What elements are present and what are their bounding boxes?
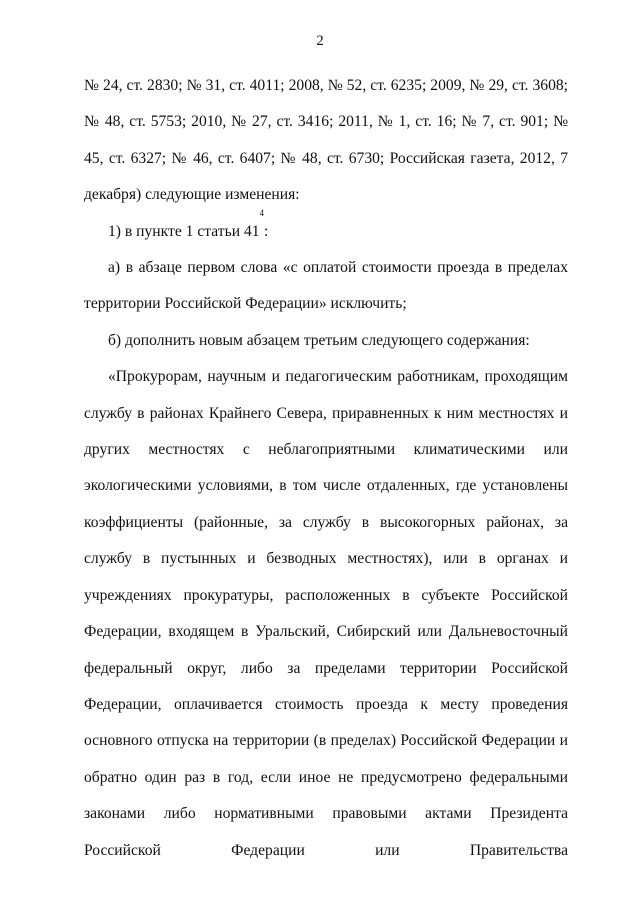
paragraph-text: 1) в пункте 1 статьи 41 bbox=[108, 222, 260, 240]
paragraph-continuation: № 24, ст. 2830; № 31, ст. 4011; 2008, № 52, ст. 6235; 2009, № 29, ст. 3608; № 48, ст. 5753; 2010, № 27, ст. 3416; 2011, № 1, ст. 16; № 7, ст. 901; № 45, ст. 6327; № 46, ст. 6407; № 48, ст. 6730; Российская газета, 2012, 7 декабря) следующие изменения: bbox=[84, 77, 568, 204]
superscript: 4 bbox=[259, 207, 265, 218]
paragraph-tail: : bbox=[264, 222, 269, 240]
paragraph-quote: «Прокурорам, научным и педагогическим работникам, проходящим службу в районах Крайнего Севера, приравненных к ним местностях и других местностях с неблагоприятными климатическими или экологическими условиями, в том числе отдаленных, где установлены коэффициенты (районные, за службу в высокогорных районах, за службу в пустынных и безводных местностях), или в органах и учреждениях прокуратуры, расположенных в субъекте Российской Федерации, входящем в Уральский, Сибирский или Дальневосточный федеральный округ, либо за пределами территории Российской Федерации, оплачивается стоимость проезда к месту проведения основного отпуска на территории (в пределах) Российской Федерации и обратно один раз в год, если иное не предусмотрено федеральными законами либо нормативными правовыми актами Президента Российской Федерации или Правительства bbox=[84, 368, 568, 859]
paragraph-item-b: б) дополнить новым абзацем третьим следующего содержания: bbox=[108, 331, 530, 349]
document-body bbox=[84, 68, 568, 869]
paragraph-item-1 bbox=[84, 207, 568, 250]
page-number: 2 bbox=[316, 33, 324, 49]
paragraph-item-a: а) в абзаце первом слова «с оплатой стоимости проезда в пределах территории Российской Федерации» исключить; bbox=[84, 259, 568, 313]
